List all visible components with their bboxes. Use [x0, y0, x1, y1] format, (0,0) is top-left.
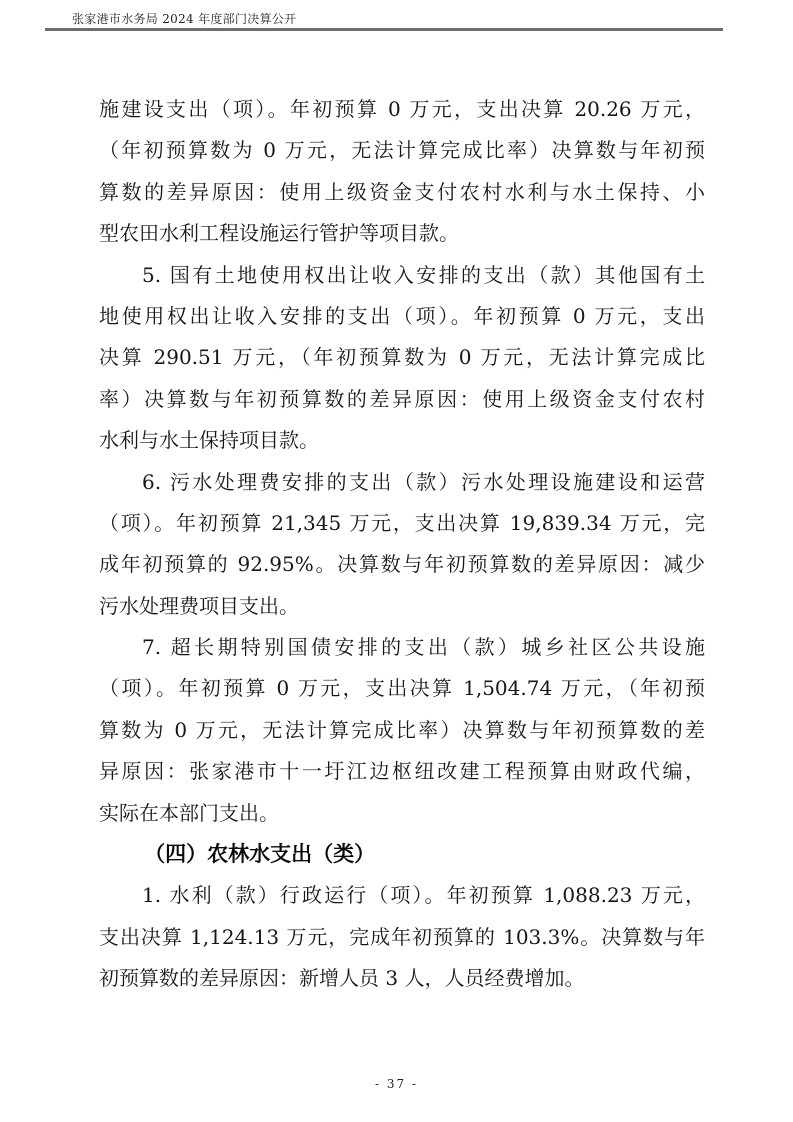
expenditure-item-1-water-admin — [99, 875, 705, 999]
text-line: 污水处理费项目支出。 — [99, 593, 299, 618]
text-line: 算数为 0 万元，无法计算完成比率）决算数与年初预算数的差 — [99, 717, 705, 742]
text-line: 7. 超长期特别国债安排的支出（款）城乡社区公共设施 — [142, 635, 705, 660]
document-body — [99, 89, 705, 1000]
text-line: 支出决算 1,124.13 万元，完成年初预算的 103.3%。决算数与年 — [99, 924, 705, 949]
text-line: 实际在本部门支出。 — [99, 800, 279, 825]
text-line: （年初预算数为 0 万元，无法计算完成比率）决算数与年初预 — [99, 138, 705, 163]
expenditure-item-7 — [99, 627, 705, 834]
text-line: 决算 290.51 万元，（年初预算数为 0 万元，无法计算完成比 — [99, 345, 705, 370]
text-line: 5. 国有土地使用权出让收入安排的支出（款）其他国有土 — [142, 262, 705, 287]
text-line: 水利与水土保持项目款。 — [99, 428, 319, 453]
text-line: （四）农林水支出（类） — [144, 842, 376, 867]
expenditure-item-4-continuation — [99, 89, 705, 255]
text-line: （项）。年初预算 0 万元，支出决算 1,504.74 万元，（年初预 — [99, 676, 705, 701]
text-line: （项）。年初预算 21,345 万元，支出决算 19,839.34 万元，完 — [99, 510, 705, 535]
text-line: 异原因：张家港市十一圩江边枢纽改建工程预算由财政代编， — [99, 759, 705, 784]
expenditure-item-5 — [99, 255, 705, 462]
header-rule — [45, 28, 723, 31]
text-line: 施建设支出（项）。年初预算 0 万元，支出决算 20.26 万元， — [99, 97, 705, 121]
page-number: - 37 - — [374, 1077, 418, 1091]
text-line: 率）决算数与年初预算数的差异原因：使用上级资金支付农村 — [99, 386, 705, 411]
expenditure-item-6 — [99, 462, 705, 628]
text-line: 初预算数的差异原因：新增人员 3 人，人员经费增加。 — [99, 966, 585, 991]
section-heading-agriculture-water — [99, 834, 705, 875]
text-line: 1. 水利（款）行政运行（项）。年初预算 1,088.23 万元， — [142, 883, 705, 908]
text-line: 算数的差异原因：使用上级资金支付农村水利与水土保持、小 — [99, 179, 705, 204]
text-line: 型农田水利工程设施运行管护等项目款。 — [99, 221, 459, 246]
header-title: 张家港市水务局 2024 年度部门决算公开 — [72, 12, 297, 26]
text-line: 成年初预算的 92.95%。决算数与年初预算数的差异原因：减少 — [99, 552, 705, 577]
text-line: 地使用权出让收入安排的支出（项）。年初预算 0 万元，支出 — [99, 303, 705, 328]
text-line: 6. 污水处理费安排的支出（款）污水处理设施建设和运营 — [142, 469, 705, 494]
